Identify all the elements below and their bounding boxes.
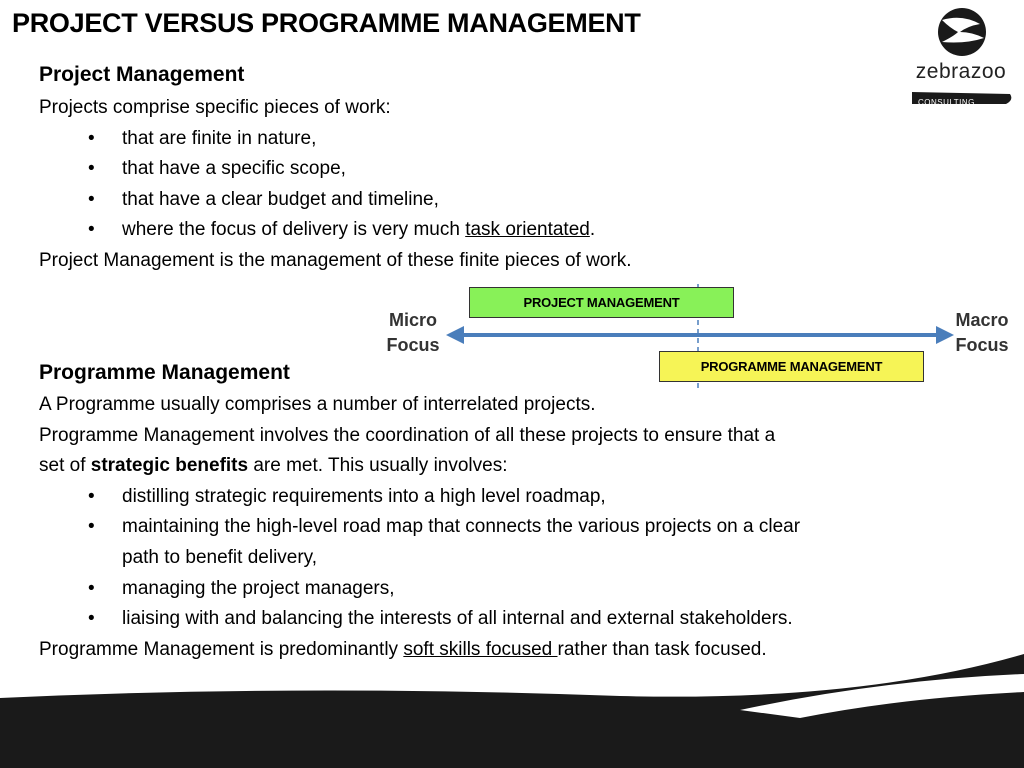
micro-focus-label [380,308,446,358]
project-intro: Projects comprise specific pieces of work: [39,97,391,118]
summary-post: rather than task focused. [557,639,767,660]
bullet-marker: • [88,128,95,149]
bullet-marker: • [88,189,95,210]
footer-wave-graphic [0,640,1024,768]
programme-line3 [39,451,508,482]
project-management-box: PROJECT MANAGEMENT [469,287,734,318]
project-bullet: that have a specific scope, [122,158,346,179]
strategic-benefits-bold: strategic benefits [90,455,249,476]
bullet-marker: • [88,158,95,179]
programme-line2: Programme Management involves the coordination of all these projects to ensure that a [39,425,776,446]
bullet-text-post: . [589,219,596,240]
project-bullet: that have a clear budget and timeline, [122,189,439,210]
project-bullet: that are finite in nature, [122,128,317,149]
bullet-marker: • [88,516,95,537]
programme-management-box: PROGRAMME MANAGEMENT [659,351,924,382]
programme-line1: A Programme usually comprises a number of interrelated projects. [39,394,596,415]
focus-diagram [380,284,1020,388]
bullet-marker: • [88,578,95,599]
project-summary: Project Management is the management of these finite pieces of work. [39,250,632,271]
macro-focus-label [944,308,1020,358]
macro-label: Macro [955,310,1009,330]
line3-pre: set of [39,455,91,476]
bullet-marker: • [88,219,95,240]
logo-tagline: CONSULTING [918,98,975,107]
left-arrow-head [446,326,464,344]
slide-title: PROJECT VERSUS PROGRAMME MANAGEMENT [12,8,641,38]
micro-label: Micro [388,310,437,330]
project-heading: Project Management [39,63,245,86]
programme-heading: Programme Management [39,361,290,384]
programme-bullet-continuation: path to benefit delivery, [122,547,318,568]
line3-post: are met. This usually involves: [248,455,508,476]
programme-bullet: liaising with and balancing the interests of all internal and external stakeholders. [122,608,793,629]
programme-bullet: maintaining the high-level road map that connects the various projects on a clear [122,516,801,537]
zebra-logo-icon [906,6,1016,110]
summary-pre: Programme Management is predominantly [39,639,404,660]
bullet-marker: • [88,608,95,629]
project-bullet [122,215,595,246]
bullet-marker: • [88,486,95,507]
logo-wordmark: zebrazoo [915,60,1007,83]
focus-label-right: Focus [955,335,1009,355]
soft-skills-underlined: soft skills focused [403,639,558,660]
bullet-text-pre: where the focus of delivery is very much [122,219,466,240]
programme-bullet: distilling strategic requirements into a high level roadmap, [122,486,606,507]
focus-label-left: Focus [386,335,440,355]
task-orientated-underlined: task orientated [465,219,590,240]
zebrazoo-logo [906,6,1016,110]
programme-bullet: managing the project managers, [122,578,395,599]
